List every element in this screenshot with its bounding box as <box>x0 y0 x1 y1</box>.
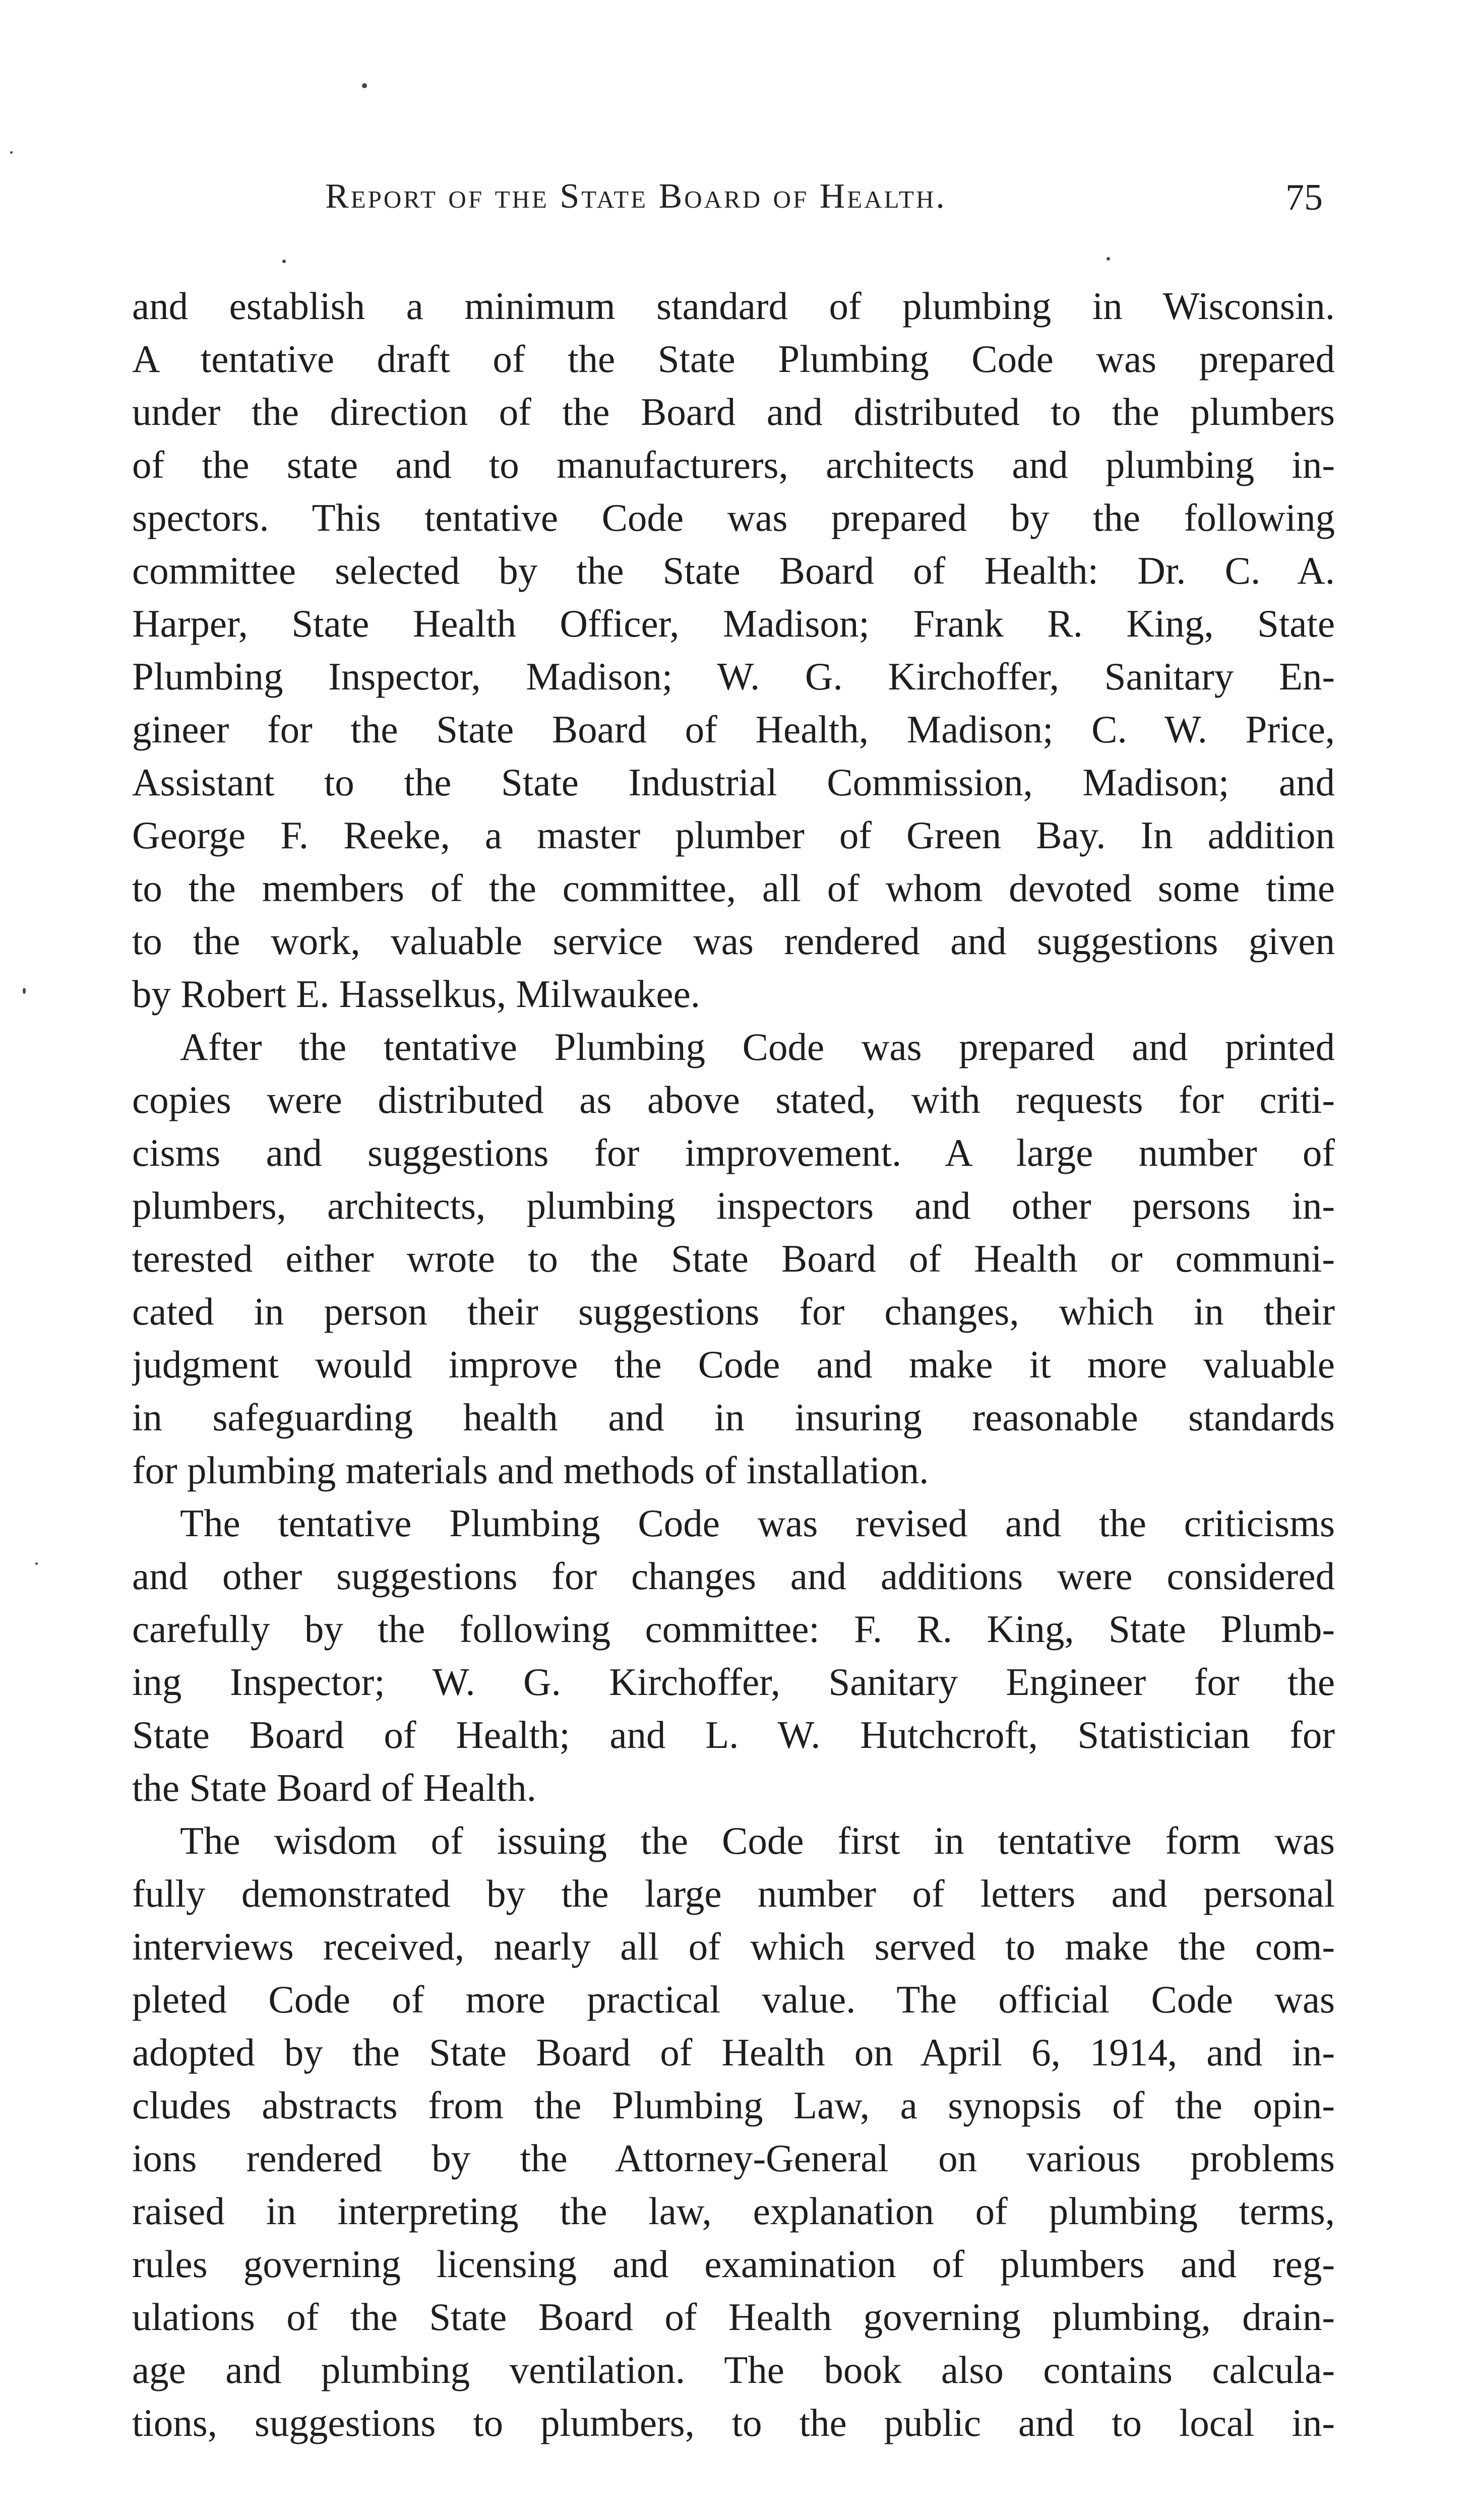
text-line: by Robert E. Hasselkus, Milwaukee. <box>132 972 700 1016</box>
text-line: plumbers, architects, plumbing inspectors and other persons in- <box>132 1184 1335 1227</box>
text-line: committee selected by the State Board of Health: Dr. C. A. <box>132 549 1335 592</box>
scan-speck <box>362 83 367 88</box>
text-line: copies were distributed as above stated, with requests for criti- <box>132 1078 1335 1121</box>
text-line: After the tentative Plumbing Code was prepared and printed <box>180 1025 1335 1068</box>
text-line: A tentative draft of the State Plumbing Code was prepared <box>132 337 1335 381</box>
text-line: interviews received, nearly all of which served to make the com- <box>132 1925 1335 1968</box>
text-line: ions rendered by the Attorney-General on various problems <box>132 2136 1335 2180</box>
text-line: and other suggestions for changes and additions were considered <box>132 1554 1335 1598</box>
scan-speck <box>10 151 13 154</box>
running-header-title: Report of the State Board of Health. <box>325 177 947 216</box>
text-line: ulations of the State Board of Health governing plumbing, drain- <box>132 2295 1335 2339</box>
scan-speck <box>1107 257 1110 261</box>
scan-speck <box>35 1562 38 1565</box>
text-line: to the work, valuable service was rendered and suggestions given <box>132 919 1335 963</box>
paragraph-3 <box>132 1497 1335 1814</box>
body-text <box>132 280 1335 2449</box>
text-line: Harper, State Health Officer, Madison; Frank R. King, State <box>132 602 1335 645</box>
text-line: cated in person their suggestions for changes, which in their <box>132 1290 1335 1333</box>
text-line: Plumbing Inspector, Madison; W. G. Kirchoffer, Sanitary En- <box>132 655 1335 698</box>
text-line: to the members of the committee, all of whom devoted some time <box>132 866 1335 910</box>
text-line: pleted Code of more practical value. The official Code was <box>132 1978 1335 2021</box>
text-line: and establish a minimum standard of plumbing in Wisconsin. <box>132 284 1335 328</box>
scan-speck <box>282 260 286 263</box>
text-line: under the direction of the Board and distributed to the plumbers <box>132 390 1335 433</box>
text-line: age and plumbing ventilation. The book also contains calcula- <box>132 2348 1335 2391</box>
text-line: the State Board of Health. <box>132 1766 536 1809</box>
page-number: 75 <box>1285 177 1323 218</box>
text-line: The wisdom of issuing the Code first in tentative form was <box>180 1819 1335 1862</box>
text-line: fully demonstrated by the large number of letters and personal <box>132 1872 1335 1915</box>
text-line: adopted by the State Board of Health on April 6, 1914, and in- <box>132 2031 1335 2074</box>
text-line: George F. Reeke, a master plumber of Green Bay. In addition <box>132 813 1335 857</box>
text-line: Assistant to the State Industrial Commission, Madison; and <box>132 761 1335 804</box>
text-line: ing Inspector; W. G. Kirchoffer, Sanitary Engineer for the <box>132 1660 1335 1704</box>
text-line: tions, suggestions to plumbers, to the public and to local in- <box>132 2401 1335 2444</box>
text-line: of the state and to manufacturers, architects and plumbing in- <box>132 443 1335 486</box>
text-line: gineer for the State Board of Health, Madison; C. W. Price, <box>132 708 1335 751</box>
text-line: The tentative Plumbing Code was revised and the criticisms <box>180 1501 1335 1545</box>
text-line: cludes abstracts from the Plumbing Law, a synopsis of the opin- <box>132 2084 1335 2127</box>
scan-speck <box>23 988 26 994</box>
text-line: terested either wrote to the State Board of Health or communi- <box>132 1237 1335 1280</box>
text-line: for plumbing materials and methods of installation. <box>132 1448 929 1492</box>
paragraph-4 <box>132 1814 1335 2449</box>
text-line: raised in interpreting the law, explanation of plumbing terms, <box>132 2189 1335 2233</box>
paragraph-1 <box>132 280 1335 1021</box>
text-line: carefully by the following committee: F. R. King, State Plumb- <box>132 1607 1335 1651</box>
text-line: State Board of Health; and L. W. Hutchcroft, Statistician for <box>132 1713 1335 1756</box>
text-line: spectors. This tentative Code was prepared by the following <box>132 496 1335 539</box>
text-line: in safeguarding health and in insuring reasonable standards <box>132 1396 1335 1439</box>
paragraph-2 <box>132 1021 1335 1497</box>
text-line: rules governing licensing and examination of plumbers and reg- <box>132 2242 1335 2286</box>
text-line: cisms and suggestions for improvement. A large number of <box>132 1131 1335 1174</box>
text-line: judgment would improve the Code and make it more valuable <box>132 1343 1335 1386</box>
